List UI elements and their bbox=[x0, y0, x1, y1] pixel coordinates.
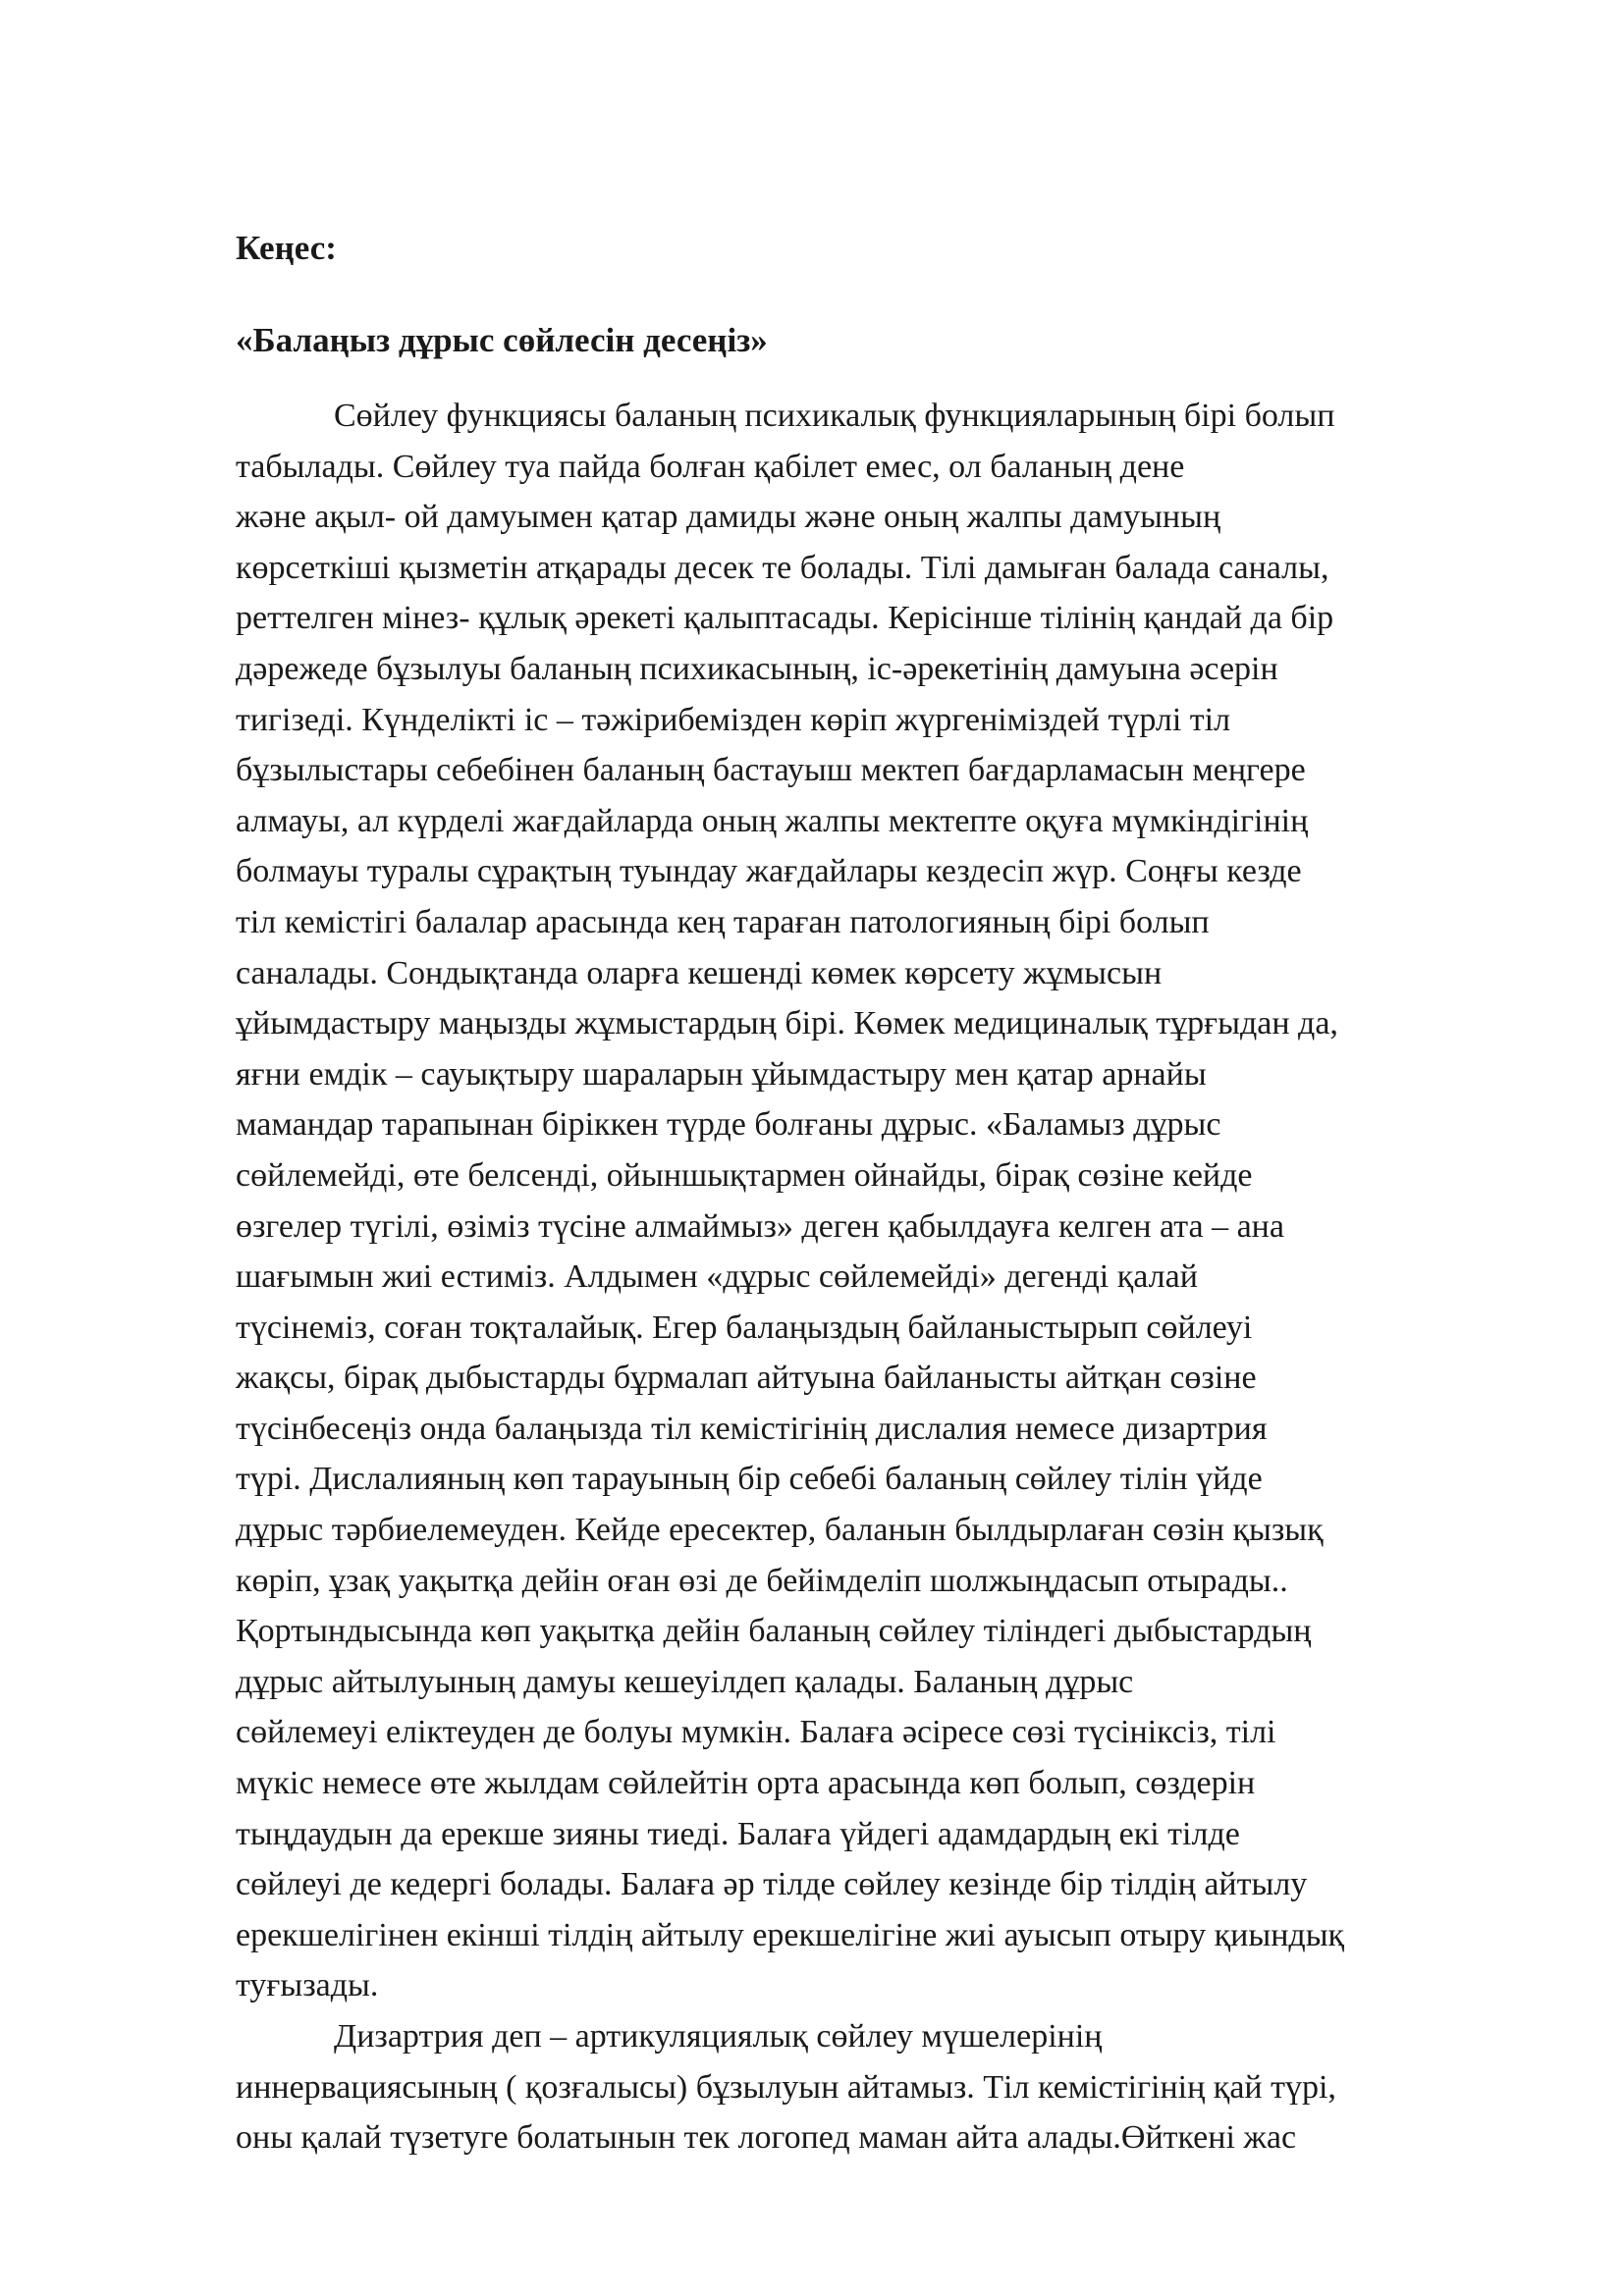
text-line: Сөйлеу функциясы баланың психикалық функцияларының бірі болып bbox=[334, 398, 1335, 434]
text-line: сөйлеуі де кедергі болады. Балаға әр тілде сөйлеу кезінде бір тілдің айтылу bbox=[236, 1866, 1308, 1903]
text-line: мамандар тарапынан біріккен түрде болғаны дұрыс. «Баламыз дұрыс bbox=[236, 1106, 1221, 1144]
text-line: бұзылыстары себебінен баланың бастауыш мектеп бағдарламасын меңгере bbox=[236, 752, 1306, 789]
text-line: яғни емдік – сауықтыру шараларын ұйымдастыру мен қатар арнайы bbox=[236, 1055, 1207, 1093]
text-line: көріп, ұзақ уақытқа дейін оған өзі де бейімделіп шолжыңдасып отырады.. bbox=[236, 1562, 1288, 1599]
document-label: Кеңес: bbox=[236, 229, 337, 267]
text-line: түсінбесеңіз онда балаңызда тіл кемістігінің дислалия немесе дизартрия bbox=[236, 1410, 1268, 1447]
text-line: мүкіс немесе өте жылдам сөйлейтін орта арасында көп болып, сөздерін bbox=[236, 1765, 1256, 1802]
text-line: дұрыс айтылуының дамуы кешеуілдеп қалады. Баланың дұрыс bbox=[236, 1663, 1134, 1700]
text-line: табылады. Сөйлеу туа пайда болған қабілет емес, ол баланың дене bbox=[236, 448, 1185, 485]
text-line: оны қалай түзетуге болатынын тек логопед маман айта алады.Өйткені жас bbox=[236, 2119, 1297, 2157]
document-title: «Балаңыз дұрыс сөйлесін десеңіз» bbox=[236, 321, 768, 359]
text-line: түрі. Дислалияның көп тарауының бір себебі баланың сөйлеу тілін үйде bbox=[236, 1461, 1263, 1498]
text-line: тигізеді. Күнделікті іс – тәжірибемізден көріп жүргеніміздей түрлі тіл bbox=[236, 701, 1231, 738]
text-line: дәрежеде бұзылуы баланың психикасының, іс-әрекетінің дамуына әсерін bbox=[236, 650, 1278, 687]
text-line: Дизартрия деп – артикуляциялық сөйлеу мүшелерінің bbox=[334, 2018, 1103, 2055]
text-line: иннервациясының ( қозғалысы) бұзылуын айтамыз. Тіл кемістігінің қай түрі, bbox=[236, 2068, 1336, 2106]
text-line: болмауы туралы сұрақтың туындау жағдайлары кездесіп жүр. Соңғы кезде bbox=[236, 853, 1302, 890]
text-line: саналады. Сондықтанда оларға кешенді көмек көрсету жұмысын bbox=[236, 954, 1163, 991]
text-line: туғызады. bbox=[236, 1967, 379, 2004]
text-line: ұйымдастыру маңызды жұмыстардың бірі. Көмек медициналық тұрғыдан да, bbox=[236, 1005, 1338, 1042]
text-line: тыңдаудын да ерекше зияны тиеді. Балаға үйдегі адамдардың екі тілде bbox=[236, 1815, 1240, 1852]
text-line: және ақыл- ой дамуымен қатар дамиды және оның жалпы дамуының bbox=[236, 499, 1221, 536]
text-line: ерекшелігінен екінші тілдің айтылу ерекшелігіне жиі ауысып отыру қиындық bbox=[236, 1916, 1345, 1953]
text-line: сөйлемеуі еліктеуден де болуы мумкін. Балаға әсіресе сөзі түсініксіз, тілі bbox=[236, 1714, 1276, 1751]
text-line: шағымын жиі естиміз. Алдымен «дұрыс сөйлемейді» дегенді қалай bbox=[236, 1258, 1198, 1296]
text-line: тіл кемістігі балалар арасында кең тараған патологияның бірі болып bbox=[236, 903, 1210, 940]
text-line: сөйлемейді, өте белсенді, ойыншықтармен ойнайды, бірақ сөзіне кейде bbox=[236, 1156, 1253, 1194]
text-line: көрсеткіші қызметін атқарады десек те болады. Тілі дамыған балада саналы, bbox=[236, 549, 1329, 586]
text-line: дұрыс тәрбиелемеуден. Кейде ересектер, баланын былдырлаған сөзін қызық bbox=[236, 1512, 1324, 1549]
text-line: жақсы, бірақ дыбыстарды бұрмалап айтуына байланысты айтқан сөзіне bbox=[236, 1360, 1257, 1397]
text-line: түсінеміз, соған тоқталайық. Егер балаңыздың байланыстырып сөйлеуі bbox=[236, 1308, 1253, 1346]
text-line: өзгелер түгілі, өзіміз түсіне алмаймыз» деген қабылдауға келген ата – ана bbox=[236, 1207, 1284, 1245]
text-line: Қортындысында көп уақытқа дейін баланың сөйлеу тіліндегі дыбыстардың bbox=[236, 1613, 1312, 1650]
document-body bbox=[236, 224, 1532, 2163]
text-line: реттелген мінез- құлық әрекеті қалыптасады. Керісінше тілінің қандай да бір bbox=[236, 600, 1334, 637]
paragraph-2 bbox=[236, 2011, 1532, 2163]
text-line: алмауы, ал күрделі жағдайларда оның жалпы мектепте оқуға мүмкіндігінің bbox=[236, 802, 1309, 839]
paragraph-1 bbox=[236, 391, 1532, 2011]
